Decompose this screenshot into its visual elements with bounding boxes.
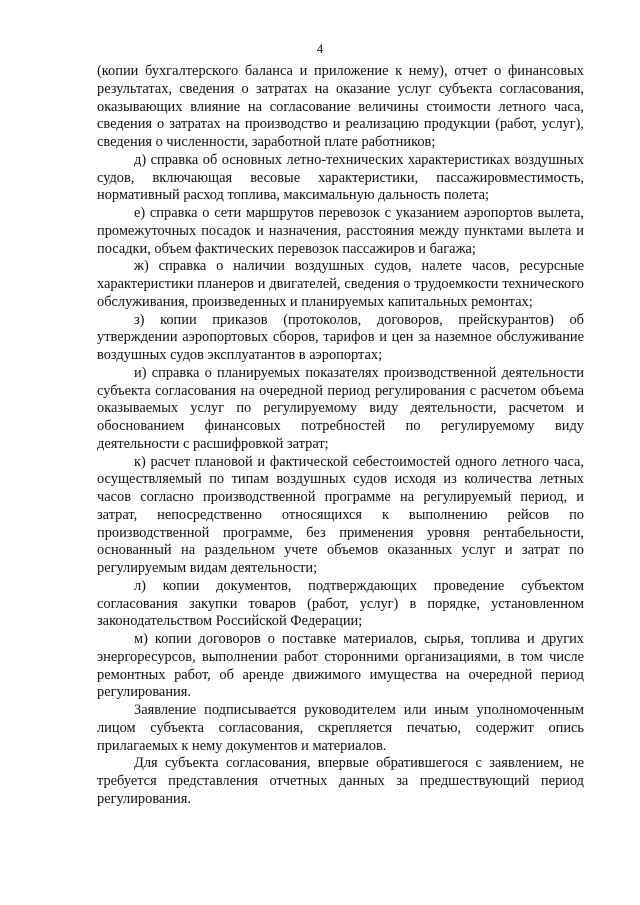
paragraph-item-m: м) копии договоров о поставке материалов, сырья, топлива и других энергоресурсов, выполнении работ сторонними организациями, в том числе ремонтных работ, об аренде движимого имущества на очередной период регулирования. <box>97 631 584 701</box>
paragraph-item-d: д) справка об основных летно-технических характеристиках воздушных судов, включающая весовые характеристики, пассажировместимость, нормативный расход топлива, максимальную дальность полета; <box>97 151 584 204</box>
page-number: 4 <box>316 41 324 56</box>
document-body <box>97 63 584 809</box>
paragraph-item-k: к) расчет плановой и фактической себестоимостей одного летного часа, осуществляемый по типам воздушных судов исходя из количества летных часов согласно производственной программе на регулируемый период, и затрат, непосредственно относящихся к выполнению рейсов по производственной программе, без применения уровня рентабельности, основанный на раздельном учете объемов оказанных услуг и затрат по регулируемым видам деятельности; <box>97 453 584 576</box>
paragraph-signature-requirements: Заявление подписывается руководителем или иным уполномоченным лицом субъекта согласования, скрепляется печатью, содержит опись прилагаемых к нему документов и материалов. <box>97 702 584 754</box>
paragraph-item-e: е) справка о сети маршрутов перевозок с указанием аэропортов вылета, промежуточных посадок и назначения, расстояния между пунктами вылета и посадки, объем фактических перевозок пассажиров и багажа; <box>97 205 584 257</box>
paragraph-item-z: з) копии приказов (протоколов, договоров, прейскурантов) об утверждении аэропортовых сборов, тарифов и цен за наземное обслуживание воздушных судов эксплуатантов в аэропортах; <box>97 311 584 363</box>
paragraph-first-time-applicant: Для субъекта согласования, впервые обратившегося с заявлением, не требуется представления отчетных данных за предшествующий период регулирования. <box>97 755 584 807</box>
paragraph-item-zh: ж) справка о наличии воздушных судов, налете часов, ресурсные характеристики планеров и двигателей, сведения о трудоемкости технического обслуживания, произведенных и планируемых капитальных ремонтах; <box>97 258 584 310</box>
paragraph-item-l: л) копии документов, подтверждающих проведение субъектом согласования закупки товаров (работ, услуг) в порядке, установленном законодательством Российской Федерации; <box>97 577 584 630</box>
paragraph-continuation: (копии бухгалтерского баланса и приложение к нему), отчет о финансовых результатах, сведения о затратах на оказание услуг субъекта согласования, оказывающих влияние на согласование величины стоимости летного часа, сведения о затратах на производство и реализацию продукции (работ, услуг), сведения о численности, заработной плате работников; <box>97 63 584 150</box>
paragraph-item-i: и) справка о планируемых показателях производственной деятельности субъекта согласования на очередной период регулирования с расчетом объема оказываемых услуг по регулируемому виду деятельности, расчетом и обоснованием финансовых потребностей по регулируемому виду деятельности с расшифровкой затрат; <box>97 364 584 452</box>
